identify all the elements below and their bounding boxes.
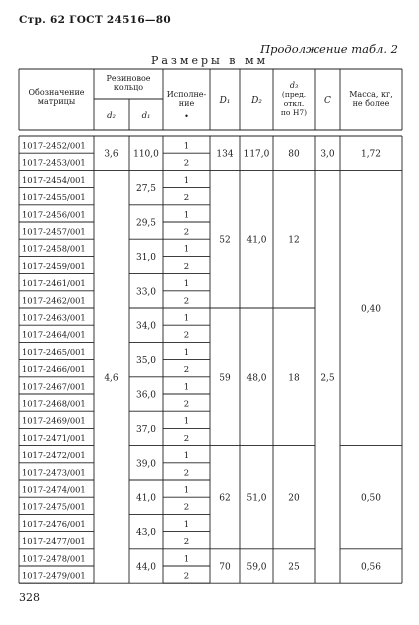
d1-cell: 34,0 <box>135 321 157 332</box>
mass-cell: 0,56 <box>360 562 382 573</box>
header-D1: D₁ <box>219 96 231 106</box>
execution-cell: 2 <box>183 158 190 169</box>
d1-cell: 43,0 <box>135 528 157 539</box>
D2-cell: 59,0 <box>246 562 267 573</box>
execution-cell: 2 <box>183 399 190 410</box>
mass-cell: 0,50 <box>360 493 382 504</box>
designation-cell: 1017-2475/001 <box>22 501 86 512</box>
d2-cell: 4,6 <box>104 373 119 384</box>
designation-cell: 1017-2469/001 <box>22 415 86 426</box>
designation-cell: 1017-2459/001 <box>22 260 86 271</box>
D1-cell: 52 <box>219 235 231 246</box>
header-d1: d₁ <box>141 111 151 121</box>
designation-cell: 1017-2456/001 <box>22 209 86 220</box>
execution-cell: 1 <box>183 279 190 290</box>
designation-cell: 1017-2464/001 <box>22 329 86 340</box>
d1-cell: 27,5 <box>135 184 157 195</box>
d1-cell: 31,0 <box>135 252 157 263</box>
d3-cell: 80 <box>288 149 300 160</box>
execution-cell: 2 <box>183 502 190 513</box>
header-d3: откл. <box>283 99 305 108</box>
C-cell: 3,0 <box>320 149 335 160</box>
designation-cell: 1017-2453/001 <box>22 157 86 168</box>
header-execution: Исполне- <box>166 90 207 99</box>
execution-cell: 2 <box>183 227 190 238</box>
header-d3: d₃ <box>289 81 299 90</box>
mass-cell: 1,72 <box>360 149 382 160</box>
D2-cell: 48,0 <box>246 373 267 384</box>
header-designation: матрицы <box>37 97 76 106</box>
mass-cell: 0,40 <box>360 304 382 315</box>
execution-cell: 2 <box>183 571 190 582</box>
designation-cell: 1017-2474/001 <box>22 484 86 495</box>
designation-cell: 1017-2454/001 <box>22 174 86 185</box>
header-execution: ние <box>178 99 195 108</box>
d1-cell: 39,0 <box>135 459 157 470</box>
d2-cell: 3,6 <box>104 149 119 160</box>
d1-cell: 44,0 <box>135 562 157 573</box>
header-ring: кольцо <box>113 83 144 92</box>
execution-cell: 1 <box>183 313 190 324</box>
d1-cell: 110,0 <box>133 149 159 160</box>
execution-cell: 2 <box>183 537 190 548</box>
designation-cell: 1017-2473/001 <box>22 467 86 478</box>
designation-cell: 1017-2468/001 <box>22 398 86 409</box>
execution-cell: 1 <box>183 451 190 462</box>
execution-cell: 1 <box>183 210 190 221</box>
D1-cell: 70 <box>219 562 231 573</box>
D1-cell: 62 <box>219 493 231 504</box>
execution-cell: 2 <box>183 468 190 479</box>
execution-cell: 1 <box>183 416 190 427</box>
execution-cell: 2 <box>183 261 190 272</box>
designation-cell: 1017-2457/001 <box>22 226 86 237</box>
execution-cell: 1 <box>183 554 190 565</box>
execution-cell: 2 <box>183 433 190 444</box>
d1-cell: 37,0 <box>135 424 157 435</box>
designation-cell: 1017-2466/001 <box>22 364 86 375</box>
execution-cell: 1 <box>183 244 190 255</box>
designation-cell: 1017-2471/001 <box>22 432 86 443</box>
designation-cell: 1017-2478/001 <box>22 553 86 564</box>
D1-cell: 59 <box>219 373 231 384</box>
d1-cell: 35,0 <box>135 356 157 367</box>
d3-cell: 25 <box>288 562 300 573</box>
page-header: Стр. 62 ГОСТ 24516—80 <box>19 14 171 26</box>
header-execution-mark: • <box>184 112 189 121</box>
designation-cell: 1017-2467/001 <box>22 381 86 392</box>
D2-cell: 51,0 <box>246 493 267 504</box>
C-cell: 2,5 <box>320 373 335 384</box>
designation-cell: 1017-2479/001 <box>22 570 86 581</box>
header-ring: Резиновое <box>106 74 151 83</box>
D2-cell: 41,0 <box>246 235 267 246</box>
execution-cell: 2 <box>183 296 190 307</box>
header-d3: (пред. <box>281 90 307 99</box>
designation-cell: 1017-2455/001 <box>22 192 86 203</box>
designation-cell: 1017-2452/001 <box>22 140 86 151</box>
table-continuation-caption: Продолжение табл. 2 <box>260 42 398 56</box>
designation-cell: 1017-2463/001 <box>22 312 86 323</box>
d3-cell: 18 <box>288 373 300 384</box>
header-d2: d₂ <box>107 111 116 121</box>
d1-cell: 36,0 <box>135 390 157 401</box>
D1-cell: 134 <box>216 149 234 160</box>
execution-cell: 1 <box>183 175 190 186</box>
execution-cell: 1 <box>183 141 190 152</box>
dimensions-caption: Размеры в мм <box>150 54 269 67</box>
designation-cell: 1017-2461/001 <box>22 278 86 289</box>
execution-cell: 2 <box>183 193 190 204</box>
header-D2: D₂ <box>251 96 262 106</box>
D2-cell: 117,0 <box>243 149 270 160</box>
header-C: C <box>324 96 331 106</box>
designation-cell: 1017-2465/001 <box>22 346 86 357</box>
designation-cell: 1017-2472/001 <box>22 450 86 461</box>
d3-cell: 12 <box>288 235 300 246</box>
d1-cell: 33,0 <box>135 287 157 298</box>
designation-cell: 1017-2458/001 <box>22 243 86 254</box>
execution-cell: 1 <box>183 519 190 530</box>
page-number: 328 <box>19 591 40 604</box>
d1-cell: 41,0 <box>135 493 157 504</box>
execution-cell: 1 <box>183 382 190 393</box>
table-cells <box>22 74 393 582</box>
header-d3: по Н7) <box>280 108 308 117</box>
execution-cell: 1 <box>183 347 190 358</box>
designation-cell: 1017-2476/001 <box>22 518 86 529</box>
header-mass: Масса, кг, <box>349 90 393 99</box>
designation-cell: 1017-2477/001 <box>22 536 86 547</box>
header-mass: не более <box>352 99 390 108</box>
designation-cell: 1017-2462/001 <box>22 295 86 306</box>
d1-cell: 29,5 <box>135 218 157 229</box>
execution-cell: 2 <box>183 330 190 341</box>
d3-cell: 20 <box>288 493 300 504</box>
execution-cell: 2 <box>183 365 190 376</box>
execution-cell: 1 <box>183 485 190 496</box>
header-designation: Обозначение <box>28 88 85 97</box>
